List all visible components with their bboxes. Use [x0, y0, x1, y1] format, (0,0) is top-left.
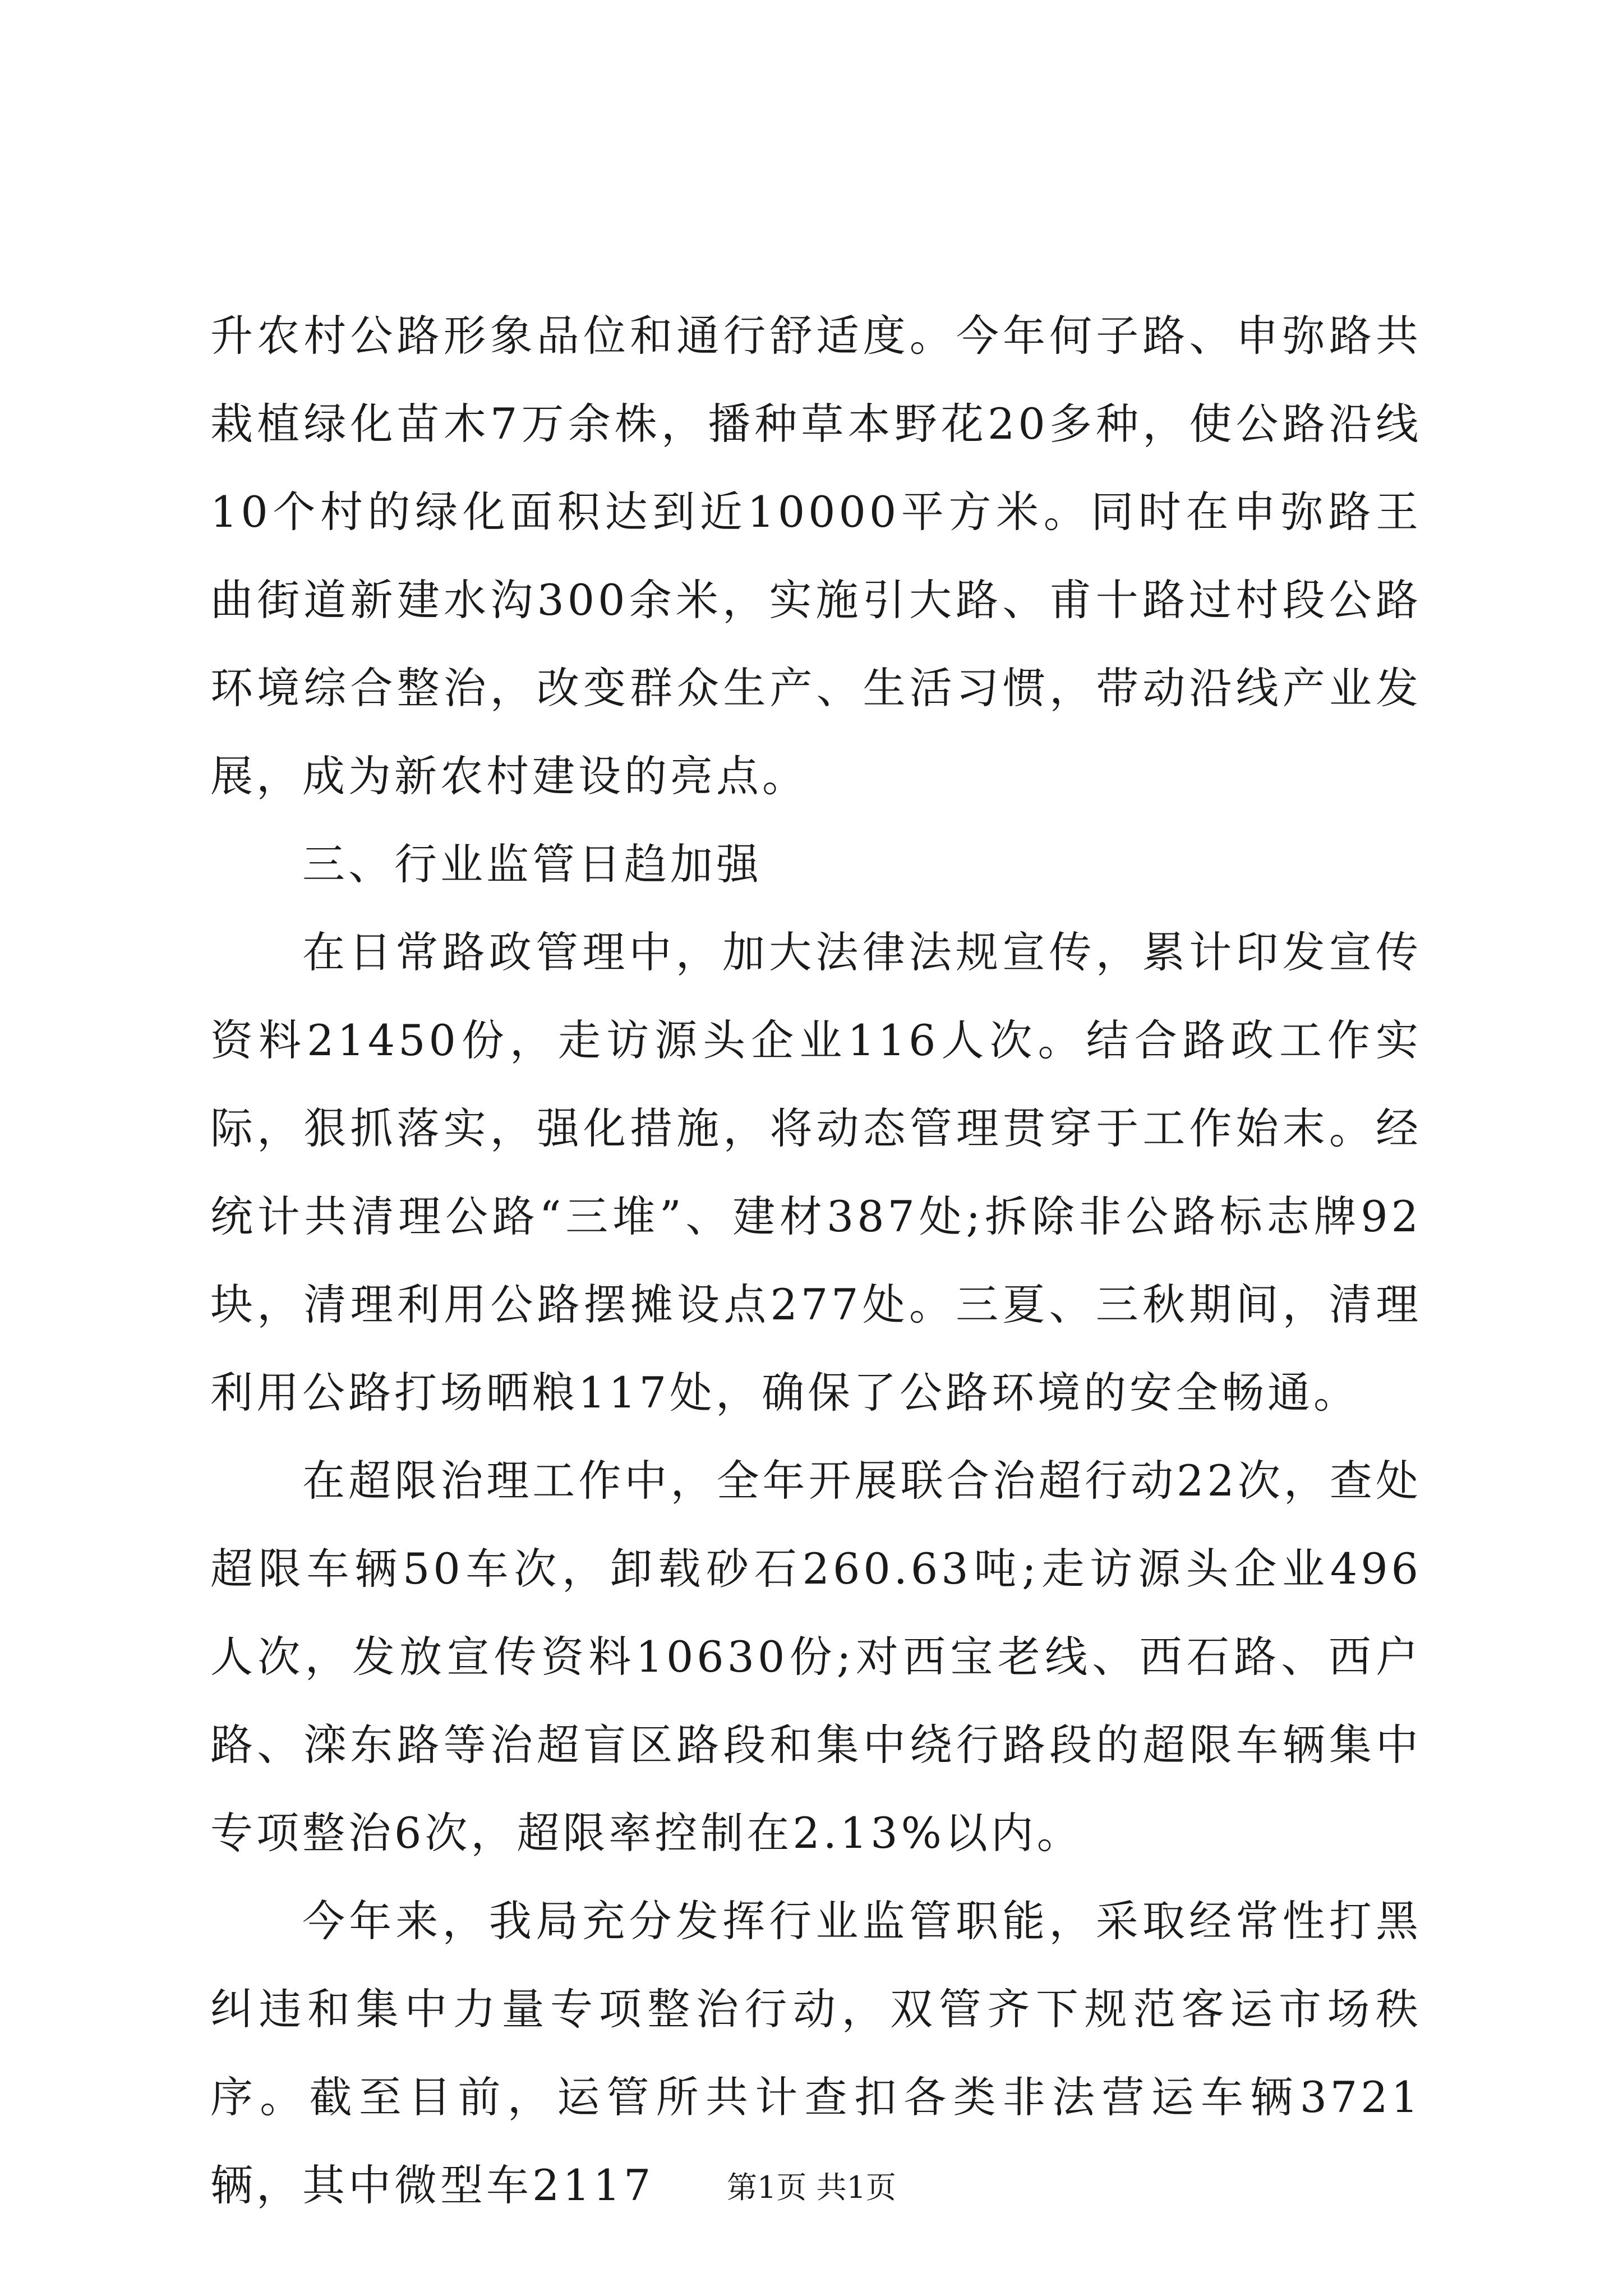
section-heading: 三、行业监管日趋加强	[302, 839, 762, 889]
body-text	[210, 292, 1422, 2229]
page-footer: 第1页 共1页	[727, 2170, 896, 2205]
paragraph-1: 升农村公路形象品位和通行舒适度。今年何子路、申弥路共栽植绿化苗木7万余株，播种草本野花20多种，使公路沿线10个村的绿化面积达到近10000平方米。同时在申弥路王曲街道新建水沟300余米，实施引大路、甫十路过村段公路环境综合整治，改变群众生产、生活习惯，带动沿线产业发展，成为新农村建设的亮点。	[210, 311, 1422, 801]
paragraph-4: 今年来，我局充分发挥行业监管职能，采取经常性打黑纠违和集中力量专项整治行动，双管齐下规范客运市场秩序。截至目前，运管所共计查扣各类非法营运车辆3721辆，其中微型车2117	[210, 1896, 1422, 2210]
paragraph-3: 在超限治理工作中，全年开展联合治超行动22次，查处超限车辆50车次，卸载砂石260.63吨;走访源头企业496人次，发放宣传资料10630份;对西宝老线、西石路、西户路、滦东路等治超盲区路段和集中绕行路段的超限车辆集中专项整治6次，超限率控制在2.13%以内。	[210, 1456, 1422, 1858]
paragraph-2: 在日常路政管理中，加大法律法规宣传，累计印发宣传资料21450份，走访源头企业116人次。结合路政工作实际，狠抓落实，强化措施，将动态管理贯穿于工作始末。经统计共清理公路“三堆”、建材387处;拆除非公路标志牌92块，清理利用公路摆摊设点277处。三夏、三秋期间，清理利用公路打场晒粮117处，确保了公路环境的安全畅通。	[210, 927, 1422, 1418]
